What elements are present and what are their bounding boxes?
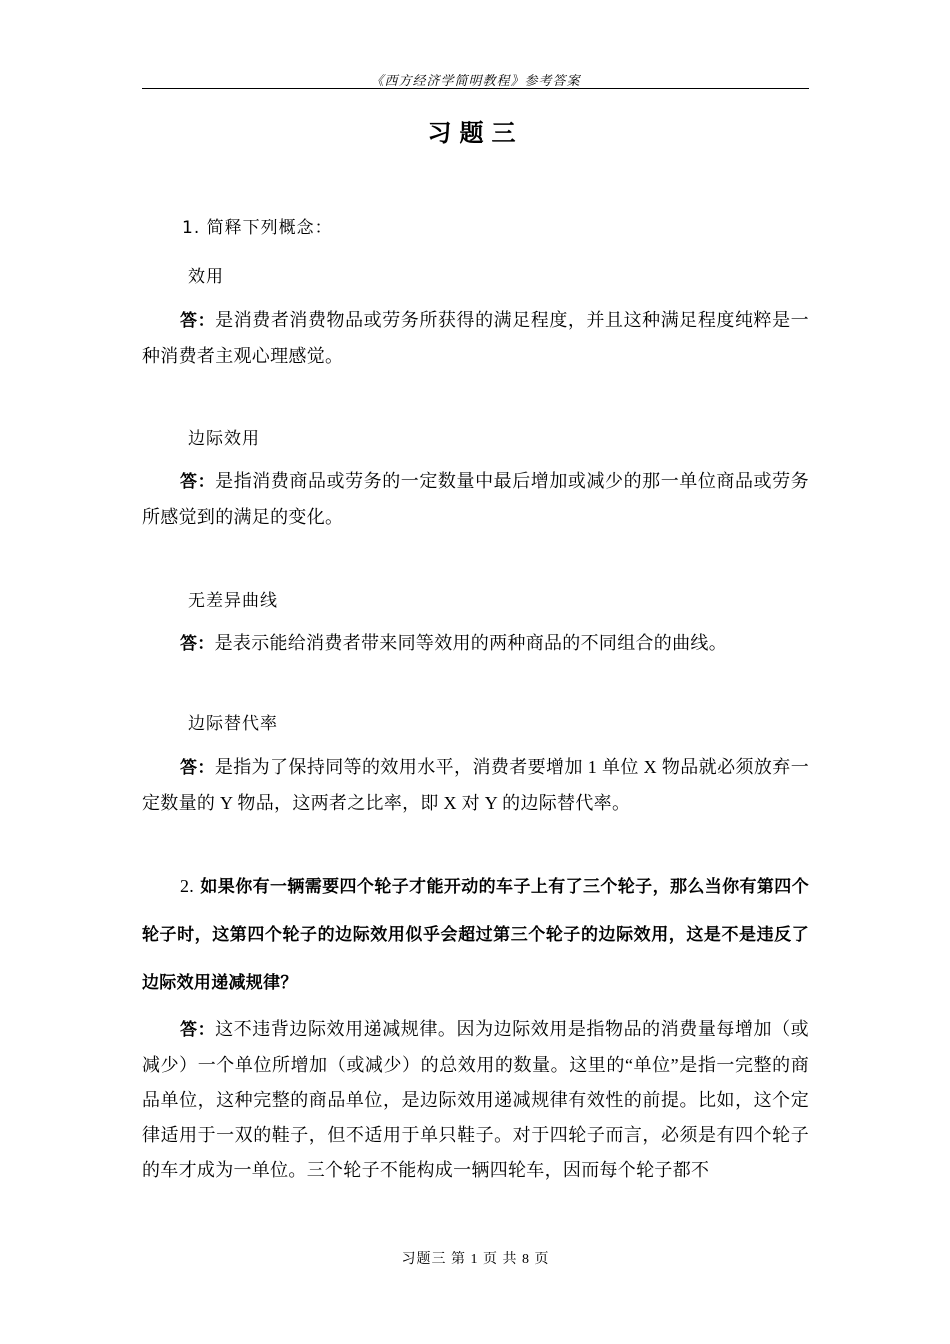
answer-label: 答： xyxy=(180,311,216,331)
answer-label: 答： xyxy=(180,758,215,778)
question-2-answer xyxy=(142,1012,809,1188)
answer-text: 是表示能给消费者带来同等效用的两种商品的不同组合的曲线。 xyxy=(214,633,728,653)
term-answer xyxy=(142,464,809,535)
header-rule xyxy=(142,88,809,89)
answer-label: 答： xyxy=(180,472,216,492)
answer-label: 答： xyxy=(180,634,215,654)
question-2 xyxy=(142,862,809,1007)
question-number: 2. xyxy=(180,876,195,896)
term-answer xyxy=(142,626,809,662)
answer-text: 是指消费商品或劳务的一定数量中最后增加或减少的那一单位商品或劳务所感觉到的满足的变化。 xyxy=(142,471,809,527)
running-header: 《西方经济学简明教程》参考答案 xyxy=(370,74,581,89)
question-text: 如果你有一辆需要四个轮子才能开动的车子上有了三个轮子，那么当你有第四个轮子时，这第四个轮子的边际效用似乎会超过第三个轮子的边际效用，这是不是违反了边际效用递减规律？ xyxy=(142,877,810,993)
term-answer xyxy=(142,750,809,821)
answer-text: 这不违背边际效用递减规律。因为边际效用是指物品的消费量每增加（或减少）一个单位所增加（或减少）的总效用的数量。这里的“单位”是指一完整的商品单位，这种完整的商品单位，是边际效用递减规律有效性的前提。比如，这个定律适用于一双的鞋子，但不适用于单只鞋子。对于四轮子而言，必须是有四个轮子的车才成为一单位。三个轮子不能构成一辆四轮车，因而每个轮子都不 xyxy=(142,1019,809,1180)
page-title: 习题三 xyxy=(427,118,524,147)
page-footer: 习题三 第 1 页 共 8 页 xyxy=(401,1252,550,1267)
answer-text: 是指为了保持同等的效用水平，消费者要增加 1 单位 X 物品就必须放弃一定数量的 Y 物品，这两者之比率，即 X 对 Y 的边际替代率。 xyxy=(142,757,809,813)
term-heading: 边际替代率 xyxy=(188,714,278,734)
term-heading: 效用 xyxy=(188,267,224,287)
answer-label: 答： xyxy=(180,1020,216,1040)
term-heading: 无差异曲线 xyxy=(188,591,278,611)
term-answer xyxy=(142,303,809,374)
term-heading: 边际效用 xyxy=(188,429,260,449)
answer-text: 是消费者消费物品或劳务所获得的满足程度，并且这种满足程度纯粹是一种消费者主观心理感觉。 xyxy=(142,310,809,366)
section-heading: 1. 简释下列概念： xyxy=(182,218,333,238)
